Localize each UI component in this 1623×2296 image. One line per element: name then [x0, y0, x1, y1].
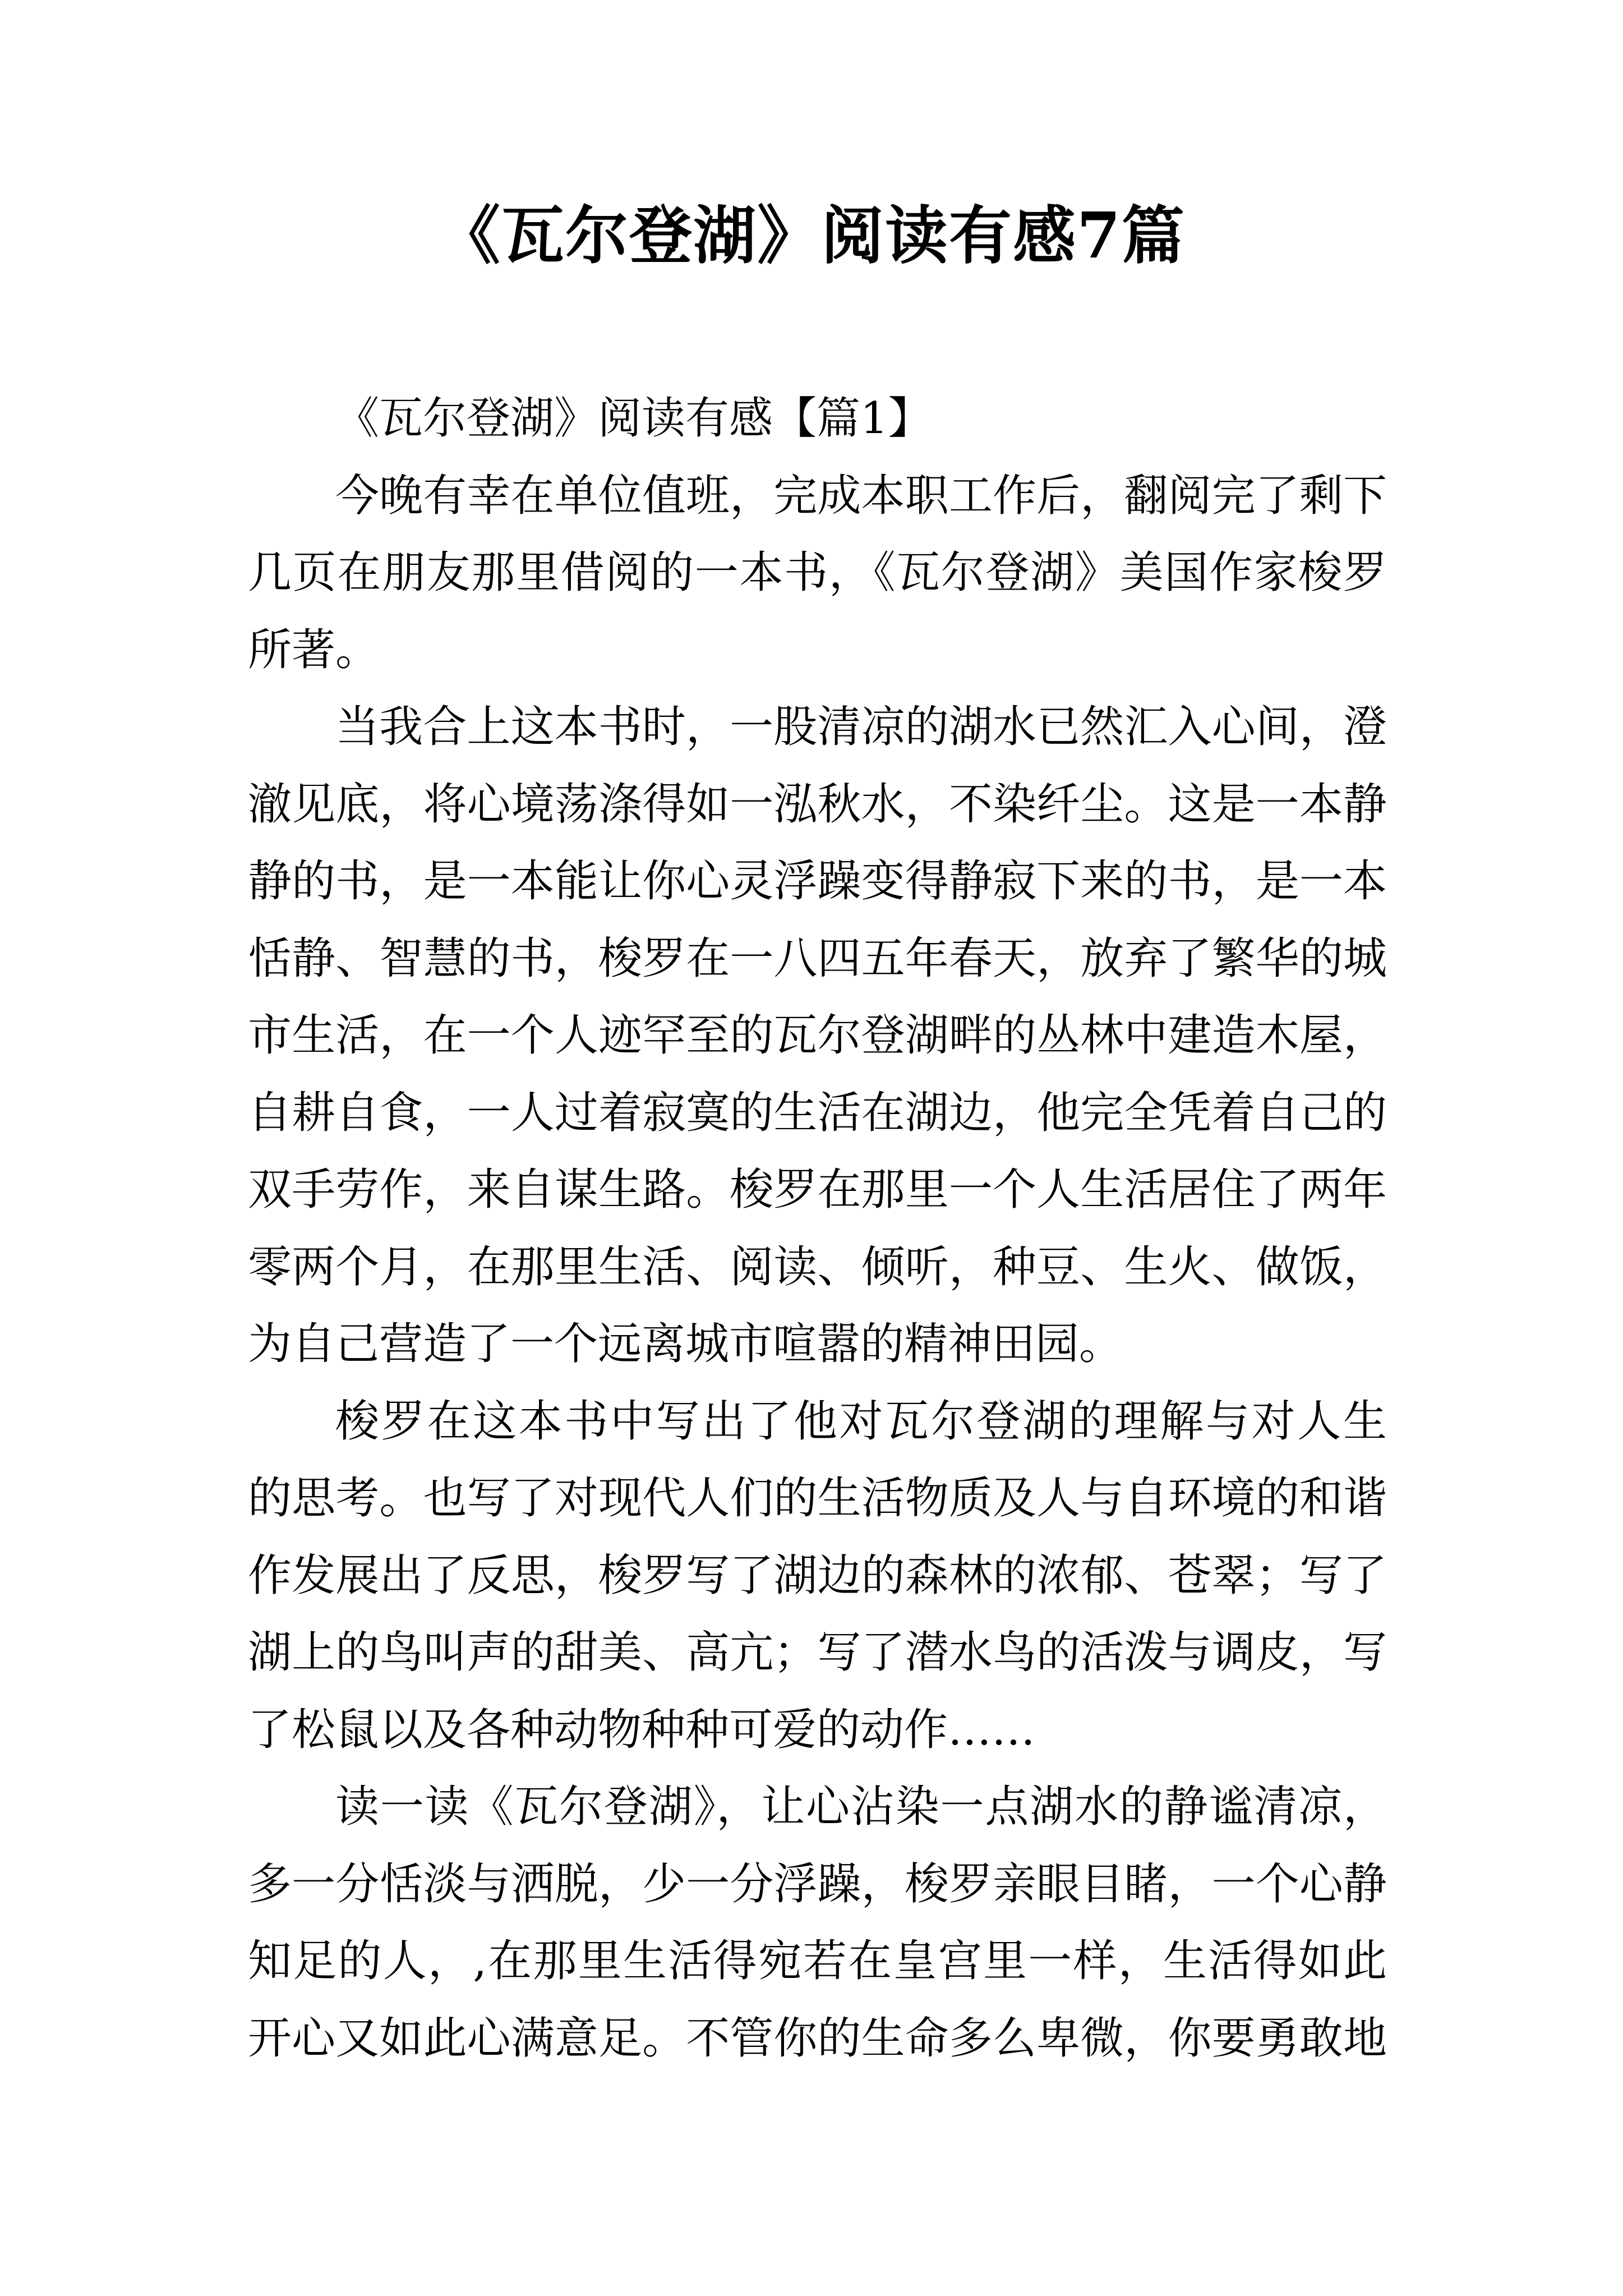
text-line: 今晚有幸在单位值班，完成本职工作后，翻阅完了剩下: [335, 470, 1387, 521]
document-body: [248, 380, 1387, 2077]
text-line: 梭罗在这本书中写出了他对瓦尔登湖的理解与对人生: [335, 1396, 1387, 1447]
text-line: 零两个月，在那里生活、阅读、倾听，种豆、生火、做饭，: [248, 1241, 1387, 1292]
paragraph: [248, 458, 1387, 689]
text-line: 开心又如此心满意足。不管你的生命多么卑微，你要勇敢地: [248, 2013, 1387, 2064]
text-line: 澈见底，将心境荡涤得如一泓秋水，不染纤尘。这是一本静: [248, 779, 1387, 830]
text-line: 了松鼠以及各种动物种种可爱的动作……: [248, 1704, 1036, 1755]
paragraph: [248, 689, 1387, 1383]
text-line: 双手劳作，来自谋生路。梭罗在那里一个人生活居住了两年: [248, 1165, 1387, 1215]
text-line: 静的书，是一本能让你心灵浮躁变得静寂下来的书，是一本: [248, 856, 1387, 907]
text-line: 为自己营造了一个远离城市喧嚣的精神田园。: [248, 1319, 1123, 1369]
paragraph: [248, 1769, 1387, 2077]
text-line: 湖上的鸟叫声的甜美、高亢；写了潜水鸟的活泼与调皮，写: [248, 1627, 1387, 1678]
text-line: 的思考。也写了对现代人们的生活物质及人与自环境的和谐: [248, 1473, 1387, 1524]
paragraph: [248, 1383, 1387, 1769]
document-title: 《瓦尔登湖》阅读有感7篇: [437, 199, 1186, 273]
text-line: 当我合上这本书时，一股清凉的湖水已然汇入心间，澄: [335, 702, 1387, 752]
text-line: 多一分恬淡与洒脱，少一分浮躁，梭罗亲眼目睹，一个心静: [248, 1858, 1387, 1910]
text-line: 自耕自食，一人过着寂寞的生活在湖边，他完全凭着自己的: [248, 1087, 1387, 1138]
text-line: 知足的人，,在那里生活得宛若在皇宫里一样，生活得如此: [248, 1936, 1387, 1986]
text-line: 恬静、智慧的书，梭罗在一八四五年春天，放弃了繁华的城: [248, 933, 1387, 984]
section-heading: 《瓦尔登湖》阅读有感【篇1】: [335, 393, 932, 444]
text-line: 所著。: [248, 624, 380, 675]
text-line: 几页在朋友那里借阅的一本书，《瓦尔登湖》美国作家梭罗: [248, 547, 1387, 598]
text-line: 作发展出了反思，梭罗写了湖边的森林的浓郁、苍翠；写了: [248, 1550, 1387, 1601]
text-line: 读一读《瓦尔登湖》，让心沾染一点湖水的静谧清凉，: [335, 1782, 1387, 1832]
text-line: 市生活，在一个人迹罕至的瓦尔登湖畔的丛林中建造木屋，: [248, 1010, 1387, 1061]
